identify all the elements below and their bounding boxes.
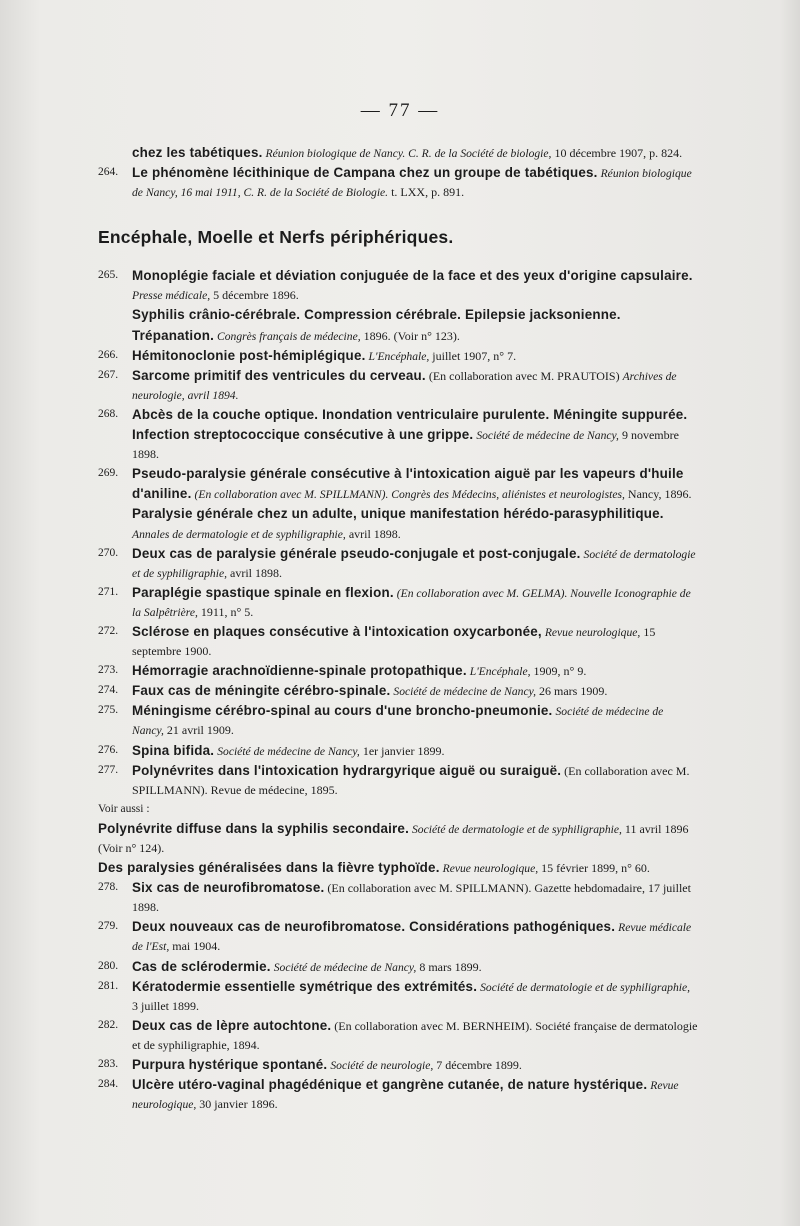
list-item <box>98 305 698 345</box>
entry-source: Société de médecine de Nancy, <box>273 960 417 974</box>
entry-title: Le phénomène lécithinique de Campana chez un groupe de tabétiques. <box>132 165 598 181</box>
entry-detail: 10 décembre 1907, p. 824. <box>554 146 683 160</box>
list-item <box>98 405 698 464</box>
entry-detail: avril 1898. <box>348 526 401 541</box>
list-item <box>98 917 698 956</box>
entry-number: 271. <box>98 585 119 598</box>
entry-detail: Nancy, 1896. <box>627 487 692 502</box>
entry-detail: 5 décembre 1896. <box>213 288 299 303</box>
entry-number: 278. <box>98 881 119 894</box>
entry-detail: 1895. <box>310 782 338 797</box>
list-item <box>98 266 698 305</box>
entry-number: 274. <box>98 684 119 697</box>
entry-number: 284. <box>98 1078 119 1091</box>
entry-source: Société de neurologie, <box>330 1059 434 1073</box>
entry-detail: 9 novembre 1898. <box>132 428 679 462</box>
entry-source: Congrès français de médecine, <box>217 329 361 343</box>
entry-title: Deux cas de lèpre autochtone. <box>132 1017 332 1033</box>
entry-number: 281. <box>98 979 119 992</box>
list-item <box>98 163 698 202</box>
entry-source: (En collaboration avec M. GELMA). Nouvelle Iconographie de la Salpêtrière, <box>132 586 691 619</box>
entry-number: 277. <box>98 763 119 776</box>
entry-title: Sarcome primitif des ventricules du cerveau. <box>132 367 426 383</box>
entry-detail: 7 décembre 1899. <box>436 1058 522 1073</box>
entry-source: Réunion biologique de Nancy, 16 mai 1911, C. R. de la Société de Biologie. <box>132 167 692 200</box>
entry-detail: 1894. <box>232 1037 260 1052</box>
entry-detail: 17 juillet 1898. <box>132 881 691 915</box>
entry-number: 269. <box>98 467 119 480</box>
entry-source: Revue neurologique, <box>544 625 641 639</box>
list-item <box>98 761 698 800</box>
entry-source: (En collaboration avec M. BERNHEIM). Société française de dermatologie et de syphiligraphie, <box>132 1018 698 1052</box>
entry-detail: t. LXX, p. 891. <box>391 185 465 200</box>
entry-number: 275. <box>98 704 119 717</box>
entry-detail: 15 septembre 1900. <box>132 624 656 659</box>
list-item <box>98 504 698 543</box>
entry-title: Purpura hystérique spontané. <box>132 1057 328 1073</box>
entry-title: Paraplégie spastique spinale en flexion. <box>132 584 394 600</box>
list-item <box>98 583 698 622</box>
entry-detail: avril 1898. <box>230 565 282 580</box>
bibliography-list <box>98 143 698 1114</box>
entry-source: Société de médecine de Nancy, <box>217 744 360 758</box>
entry-source: Presse médicale, <box>132 289 211 303</box>
entry-title: Ulcère utéro-vaginal phagédénique et gangrène cutanée, de nature hystérique. <box>132 1077 648 1093</box>
entry-source: L'Encéphale, <box>469 665 531 679</box>
voir-aussi-label: Voir aussi : <box>98 802 150 815</box>
entry-source: Revue neurologique, <box>442 862 539 876</box>
entry-detail: 15 février 1899, n° 60. <box>541 861 650 876</box>
entry-number: 283. <box>98 1058 119 1071</box>
entry-detail: 1909, n° 9. <box>533 664 587 679</box>
entry-detail: 8 mars 1899. <box>419 959 482 974</box>
entry-title: Faux cas de méningite cérébro-spinale. <box>132 683 391 699</box>
entry-title: Monoplégie faciale et déviation conjuguée de la face et des yeux d'origine capsulaire. <box>132 268 693 284</box>
entry-detail: Archives de neurologie, avril 1894. <box>132 369 677 402</box>
entry-source: Société de dermatologie et de syphiligraphie, <box>132 547 696 580</box>
entry-number: 264. <box>98 166 119 179</box>
entry-detail: 26 mars 1909. <box>539 684 608 699</box>
section-heading: Encéphale, Moelle et Nerfs périphériques. <box>98 227 454 248</box>
list-item <box>98 1075 698 1114</box>
list-item <box>98 143 698 163</box>
entry-title: Six cas de neurofibromatose. <box>132 880 325 896</box>
list-item <box>98 464 698 504</box>
entry-title: Sclérose en plaques consécutive à l'intoxication oxycarbonée, <box>132 623 542 639</box>
list-item <box>98 957 698 977</box>
list-item <box>98 1016 698 1055</box>
entry-title: Polynévrite diffuse dans la syphilis secondaire. <box>98 820 409 836</box>
entry-title: Deux nouveaux cas de neurofibromatose. Considérations pathogéniques. <box>132 919 616 935</box>
entry-detail: 11 avril 1896 (Voir n° 124). <box>98 821 689 855</box>
entry-number: 273. <box>98 664 119 677</box>
entry-number: 276. <box>98 743 119 756</box>
entry-source: Réunion biologique de Nancy. C. R. de la Société de biologie, <box>265 147 552 160</box>
entry-detail: juillet 1907, n° 7. <box>432 348 517 363</box>
list-item <box>98 622 698 661</box>
list-item <box>98 878 698 917</box>
entry-detail: 30 janvier 1896. <box>199 1097 278 1112</box>
list-item <box>98 741 698 761</box>
list-item <box>98 858 698 878</box>
entry-title: Des paralysies généralisées dans la fièvre typhoïde. <box>98 860 440 876</box>
entry-title: Spina bifida. <box>132 742 215 758</box>
entry-title: Polynévrites dans l'intoxication hydrargyrique aiguë ou suraiguë. <box>132 762 562 778</box>
entry-title: Syphilis crânio-cérébrale. Compression cérébrale. Epilepsie jacksonienne. Trépanation. <box>132 307 621 343</box>
entry-source: Revue médicale de l'Est, <box>132 921 692 954</box>
entry-number: 280. <box>98 959 119 972</box>
page-number: — 77 — <box>360 100 440 121</box>
entry-title: Deux cas de paralysie générale pseudo-conjugale et post-conjugale. <box>132 545 581 561</box>
entry-source: (En collaboration avec M. SPILLMANN). Revue de médecine, <box>132 763 690 797</box>
list-item <box>98 366 698 405</box>
entry-number: 265. <box>98 269 119 282</box>
list-item <box>98 1055 698 1075</box>
entry-detail: 1896. (Voir n° 123). <box>363 328 460 343</box>
entry-source: Revue neurologique, <box>132 1079 679 1112</box>
list-item <box>98 701 698 740</box>
entry-source: (En collaboration avec M. SPILLMANN). Gazette hebdomadaire, <box>327 881 645 896</box>
entry-source: Annales de dermatologie et de syphiligraphie, <box>132 527 346 541</box>
entry-source: L'Encéphale, <box>368 349 430 363</box>
entry-detail: 1911, n° 5. <box>200 604 254 619</box>
entry-source: (En collaboration avec M. PRAUTOIS) <box>428 368 620 383</box>
entry-source: Société de dermatologie et de syphiligraphie, <box>480 980 691 994</box>
list-item <box>98 977 698 1016</box>
entry-title: Méningisme cérébro-spinal au cours d'une broncho-pneumonie. <box>132 703 553 719</box>
list-item <box>98 681 698 701</box>
entry-detail: 21 avril 1909. <box>166 723 234 738</box>
entry-number: 282. <box>98 1018 119 1031</box>
entry-source: Société de médecine de Nancy, <box>393 685 536 699</box>
entry-source: (En collaboration avec M. SPILLMANN). Congrès des Médecins, aliénistes et neurologistes, <box>194 488 625 502</box>
list-item <box>98 819 698 858</box>
entry-detail: 3 juillet 1899. <box>132 998 199 1013</box>
list-item <box>98 544 698 583</box>
entry-source: Société de dermatologie et de syphiligraphie, <box>412 822 622 836</box>
entry-number: 268. <box>98 407 119 420</box>
entry-number: 270. <box>98 546 119 559</box>
list-item <box>98 346 698 366</box>
entry-number: 266. <box>98 348 119 361</box>
entry-number: 272. <box>98 624 119 637</box>
entry-title: Abcès de la couche optique. Inondation ventriculaire purulente. Méningite suppurée. Infection streptococcique consécutive à une grippe. <box>132 406 688 443</box>
entry-detail: mai 1904. <box>172 939 221 954</box>
entry-source: Société de médecine de Nancy, <box>476 429 619 443</box>
entry-detail: 1er janvier 1899. <box>362 743 445 758</box>
entry-title: Kératodermie essentielle symétrique des extrémités. <box>132 978 478 994</box>
entry-title: Hémitonoclonie post-hémiplégique. <box>132 347 366 363</box>
entry-title: Pseudo-paralysie générale consécutive à l'intoxication aiguë par les vapeurs d'huile d'aniline. <box>132 466 684 502</box>
entry-number: 279. <box>98 920 119 933</box>
entry-title: Cas de sclérodermie. <box>132 958 271 974</box>
entry-title: Paralysie générale chez un adulte, unique manifestation hérédo-parasyphilitique. <box>132 506 664 522</box>
entry-source: Société de médecine de Nancy, <box>132 705 664 738</box>
entry-title: Hémorragie arachnoïdienne-spinale protopathique. <box>132 663 467 679</box>
entry-title: chez les tabétiques. <box>132 145 263 160</box>
entry-number: 267. <box>98 368 119 381</box>
list-item <box>98 661 698 681</box>
